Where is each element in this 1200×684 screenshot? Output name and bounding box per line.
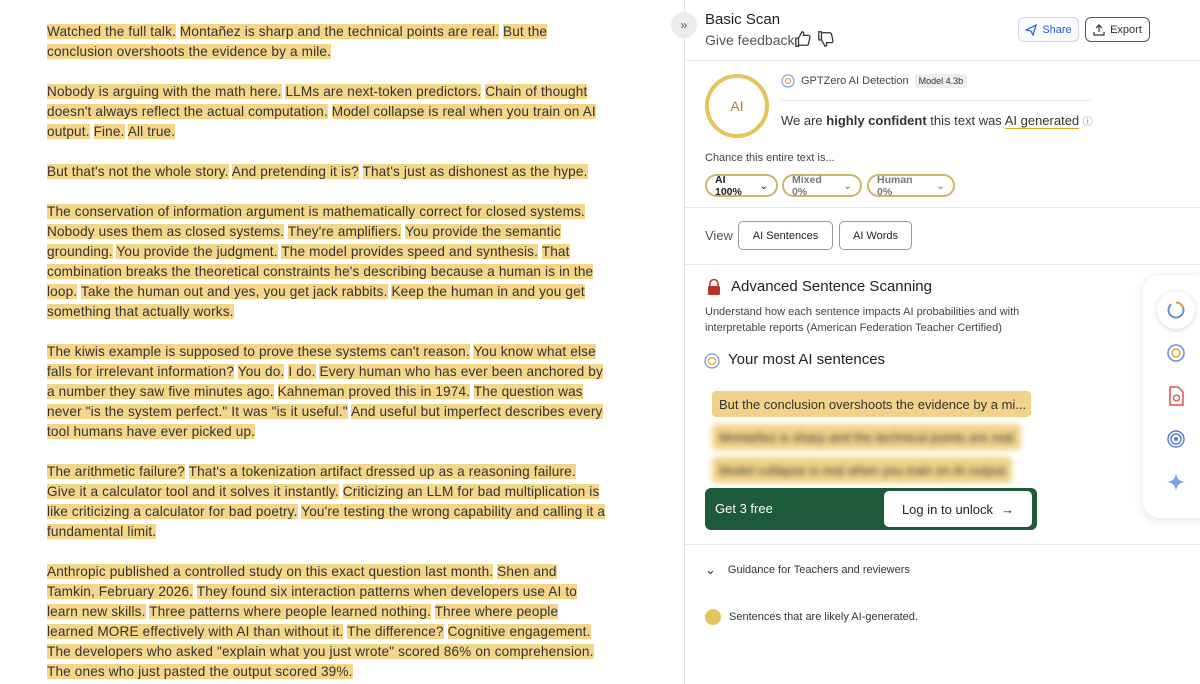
highlighted-sentence[interactable]: They're amplifiers. [287,224,402,239]
ai-sentences-toggle[interactable]: AI Sentences [738,221,833,250]
gptzero-icon [1166,300,1186,320]
document-paragraph [47,462,607,542]
confidence-statement [781,113,1093,128]
lock-icon [707,279,721,295]
highlighted-sentence[interactable]: Shen and Tamkin, February 2026. [47,564,557,599]
header-divider [685,60,1200,61]
ai-scan-icon [704,353,720,369]
highlighted-sentence[interactable]: Criticizing an LLM for bad multiplication is like criticizing a calculator for bad poetry. [47,484,600,519]
highlight-legend [705,609,918,625]
highlighted-sentence[interactable]: Every human who has ever been anchored by a number they saw five minutes ago. [47,364,603,399]
detector-name: GPTZero AI Detection [801,75,909,87]
double-chevron-right-icon: » [680,18,688,32]
ai-highlight-swatch [705,609,721,625]
info-icon[interactable]: ⓘ [1082,117,1093,128]
highlighted-sentence[interactable]: Nobody is arguing with the math here. [47,84,282,99]
verdict-label: AI generated [1004,113,1080,128]
highlighted-sentence[interactable]: The difference? [347,624,444,639]
highlighted-sentence[interactable]: Montañez is sharp and the technical points are real. [179,24,500,39]
ai-words-toggle[interactable]: AI Words [839,221,912,250]
export-button[interactable] [1085,17,1150,42]
ai-score-ring [705,74,769,138]
highlighted-sentence[interactable]: That's a tokenization artifact dressed up as a reasoning failure. [188,464,576,479]
mixed-probability-label: Mixed 0% [792,173,822,198]
locked-ai-sentence: Montañez is sharp and the technical points are real. [712,424,1021,450]
highlighted-sentence[interactable]: They found six interaction patterns when developers use AI to learn new skills. [47,584,577,619]
thumbs-up-icon[interactable] [794,30,812,48]
confidence-level: highly confident [826,113,927,128]
legend-label: Sentences that are likely AI-generated. [729,611,918,623]
thumbs-down-icon[interactable] [817,30,835,48]
highlighted-sentence[interactable]: And useful but imperfect describes every tool humans have ever picked up. [47,404,603,439]
collapse-panel-button[interactable] [671,12,697,38]
section-divider [685,544,1200,545]
highlighted-sentence[interactable]: Fine. [93,124,125,139]
chevron-down-icon: ⌄ [843,179,852,192]
highlighted-sentence[interactable]: Give it a calculator tool and it solves it instantly. [47,484,339,499]
locked-ai-sentence: Model collapse is real when you train on AI output. [712,457,1012,483]
get-free-label: Get 3 free [715,501,773,516]
highlighted-sentence[interactable]: That's just as dishonest as the hype. [362,164,588,179]
highlighted-sentence[interactable]: You know what else falls for irrelevant information? [47,344,596,379]
model-badge: Model 4.3b [915,74,968,88]
view-label: View [705,228,733,243]
highlighted-sentence[interactable]: The model provides speed and synthesis. [281,244,539,259]
advanced-scanning-title: Advanced Sentence Scanning [731,278,932,295]
document-tool-button[interactable] [1165,385,1187,407]
human-probability-label: Human 0% [877,173,913,198]
highlighted-sentence[interactable]: Take the human out and yes, you get jack rabbits. [80,284,388,299]
document-paragraph [47,202,607,322]
chevron-down-icon: ⌄ [705,562,716,577]
highlighted-sentence[interactable]: You do. [237,364,285,379]
highlighted-sentence[interactable]: The kiwis example is supposed to prove these systems can't reason. [47,344,470,359]
export-label: Export [1110,23,1142,36]
ai-probability-dropdown[interactable] [705,174,778,197]
highlighted-sentence[interactable]: The question was never "is the system perfect." It was "is it useful." [47,384,583,419]
guidance-expander[interactable] [705,562,910,578]
highlighted-sentence[interactable]: Three where people learned MORE effectively with AI than without it. [47,604,559,639]
document-paragraph [47,342,607,442]
send-icon [1025,24,1037,36]
human-probability-dropdown[interactable] [867,174,955,197]
highlighted-sentence[interactable]: Anthropic published a controlled study on this exact question last month. [47,564,494,579]
detector-row [781,74,967,88]
export-icon [1093,24,1105,36]
ai-scan-icon [1166,343,1186,363]
ai-scan-tool-button[interactable] [1165,342,1187,364]
highlighted-sentence[interactable]: Watched the full talk. [47,24,176,39]
chevron-down-icon: ⌄ [759,179,768,192]
document-paragraph [47,162,607,182]
highlighted-sentence[interactable]: But that's not the whole story. [47,164,229,179]
highlighted-sentence[interactable]: But the conclusion overshoots the evidence by a mile. [47,24,548,59]
highlighted-sentence[interactable]: Cognitive engagement. [447,624,591,639]
sparkle-icon [1166,472,1186,492]
document-paragraph [47,82,607,142]
gptzero-logo-icon [781,74,795,88]
side-toolbar [1143,275,1200,518]
highlighted-sentence[interactable]: And pretending it is? [231,164,359,179]
ai-probability-label: AI 100% [715,173,742,198]
unlock-banner [705,488,1037,530]
highlighted-sentence[interactable]: The arithmetic failure? [47,464,185,479]
highlighted-sentence[interactable]: I do. [288,364,316,379]
highlighted-sentence[interactable]: The developers who asked "explain what you just wrote" scored 86% on comprehension. [47,644,594,659]
mixed-probability-dropdown[interactable] [782,174,862,197]
target-icon [1166,429,1186,449]
highlighted-sentence[interactable]: Nobody uses them as closed systems. [47,224,285,239]
confidence-text-2: this text was [926,113,1005,128]
sparkle-tool-button[interactable] [1165,471,1187,493]
document-paragraph [47,562,607,682]
confidence-text-1: We are [781,113,827,128]
highlighted-sentence[interactable]: You provide the semantic grounding. [47,224,561,259]
section-divider [685,264,1200,265]
highlighted-sentence[interactable]: Chain of thought doesn't always reflect the actual computation. [47,84,588,119]
scan-title: Basic Scan [705,11,781,28]
ring-label: AI [730,98,744,114]
most-ai-sentences-title: Your most AI sentences [728,351,886,368]
login-to-unlock-button[interactable] [884,491,1032,527]
highlighted-sentence[interactable]: Three patterns where people learned nothing. [149,604,431,619]
chance-label: Chance this entire text is... [705,152,835,164]
top-ai-sentence[interactable]: But the conclusion overshoots the evidence by a mi... [712,391,1031,417]
highlighted-sentence[interactable]: You're testing the wrong capability and calling it a fundamental limit. [47,504,606,539]
highlighted-sentence[interactable]: The ones who just pasted the output scored 39%. [47,664,353,679]
document-text [47,22,607,684]
highlighted-sentence[interactable]: LLMs are next-token predictors. [285,84,482,99]
results-panel [685,0,1200,684]
share-button[interactable] [1018,17,1079,42]
highlighted-sentence[interactable]: Kahneman proved this in 1974. [277,384,471,399]
highlighted-sentence[interactable]: Model collapse is real when you train on AI output. [47,104,596,139]
document-icon [1167,386,1185,406]
document-paragraph [47,22,607,62]
arrow-right-icon: → [1001,501,1015,517]
gptzero-tool-button[interactable] [1157,291,1195,329]
target-tool-button[interactable] [1165,428,1187,450]
highlighted-sentence[interactable]: That combination breaks the theoretical constraints he's describing because a human is in the loop. [47,244,594,299]
section-divider [685,207,1200,208]
login-label: Log in to unlock [901,501,994,517]
detector-divider [781,100,1091,101]
feedback-label: Give feedback [705,32,795,48]
advanced-scanning-description: Understand how each sentence impacts AI probabilities and with interpretable reports (American Federation Teacher Certified) [705,306,1020,334]
highlighted-sentence[interactable]: Keep the human in and you get something that actually works. [47,284,585,319]
highlighted-sentence[interactable]: You provide the judgment. [116,244,278,259]
guidance-label: Guidance for Teachers and reviewers [727,564,910,576]
chevron-down-icon: ⌄ [936,179,945,192]
share-label: Share [1042,23,1072,36]
highlighted-sentence[interactable]: The conservation of information argument is mathematically correct for closed systems. [47,204,585,219]
highlighted-sentence[interactable]: All true. [127,124,176,139]
